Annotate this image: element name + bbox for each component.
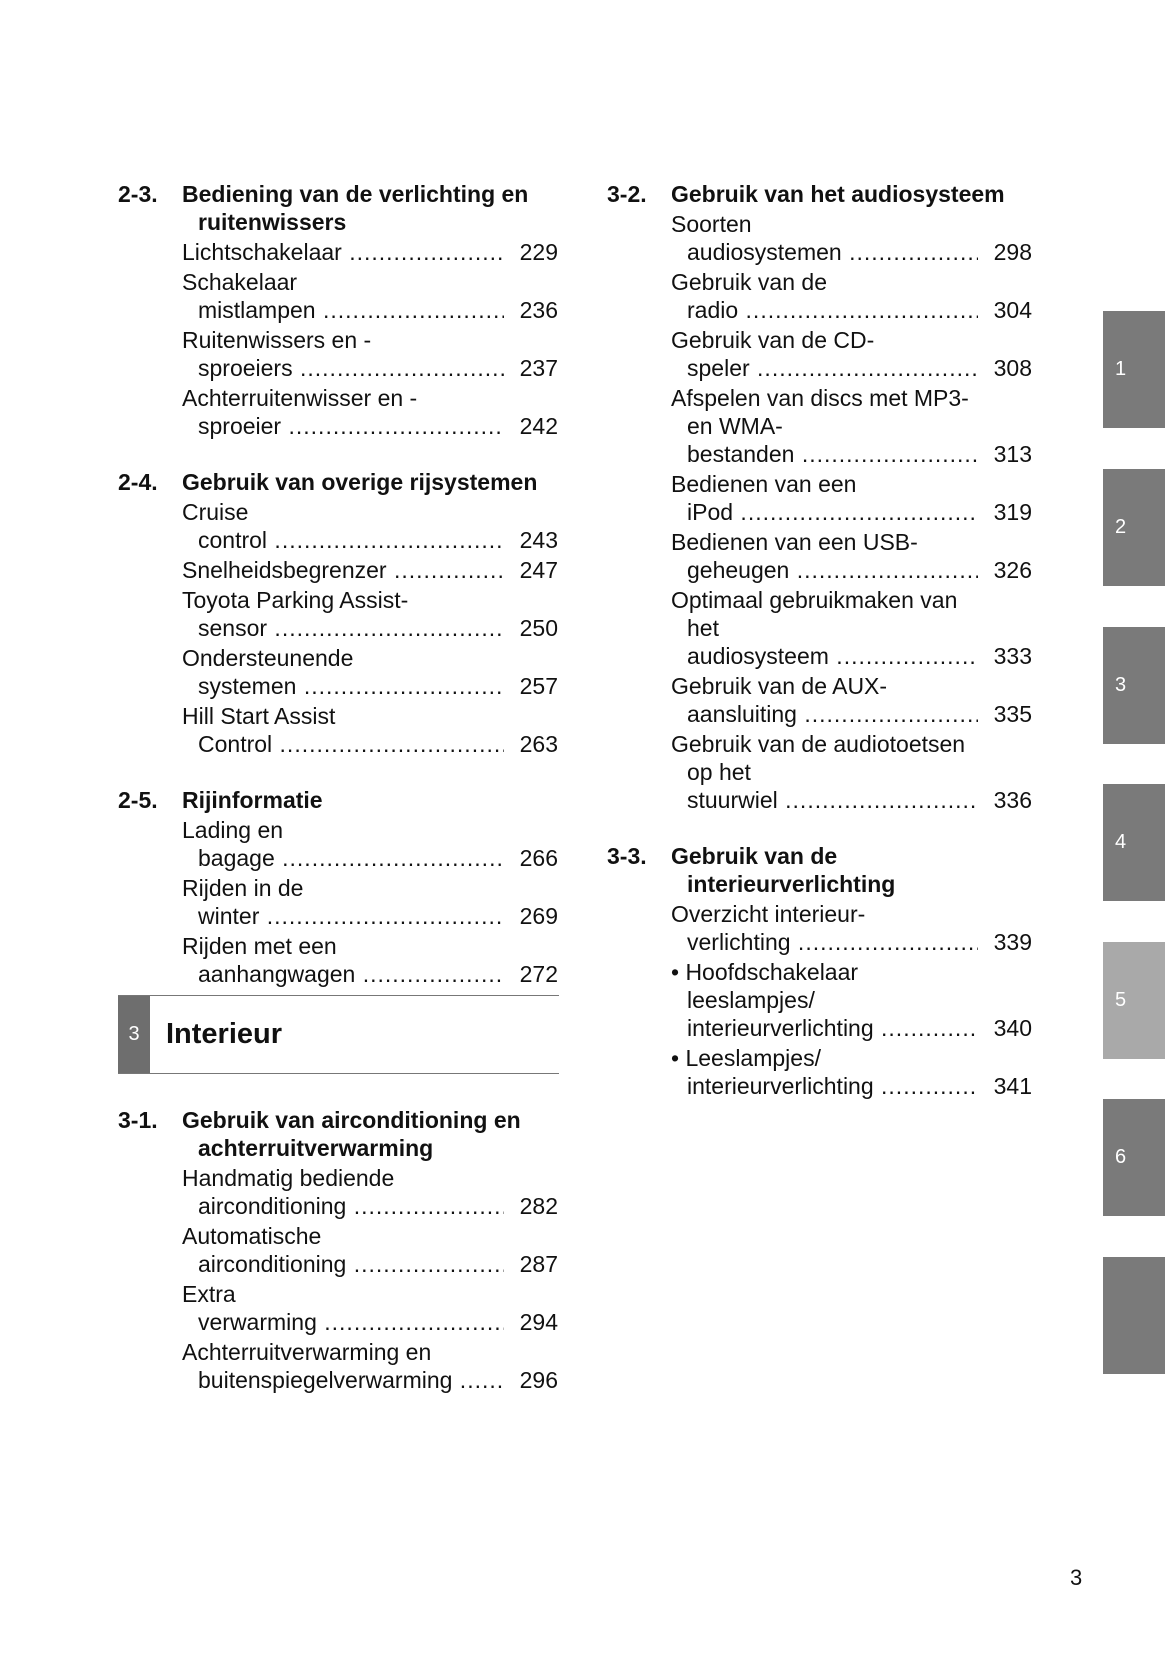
entry-page-number: 242 bbox=[519, 413, 558, 439]
toc-entry[interactable] bbox=[182, 874, 558, 930]
toc-entry[interactable] bbox=[182, 1222, 558, 1278]
entry-page-number: 272 bbox=[519, 961, 558, 987]
toc-section bbox=[118, 786, 558, 988]
section-title[interactable]: Gebruik van airconditioning en achterruitverwarming bbox=[182, 1107, 521, 1161]
toc-entry[interactable] bbox=[182, 238, 558, 266]
toc-entry[interactable] bbox=[182, 1164, 558, 1220]
section-heading bbox=[118, 1106, 558, 1162]
toc-entry[interactable] bbox=[182, 586, 558, 642]
toc-entry[interactable] bbox=[182, 644, 558, 700]
section-number: 3-3. bbox=[607, 843, 647, 869]
toc-entry[interactable] bbox=[182, 932, 558, 988]
section-heading bbox=[607, 842, 1032, 898]
toc-entry[interactable] bbox=[182, 1280, 558, 1336]
entry-page-number: 341 bbox=[993, 1073, 1032, 1099]
section-heading bbox=[118, 180, 558, 236]
chapter-tab[interactable]: 6 bbox=[1103, 1099, 1165, 1216]
entry-page-number: 287 bbox=[519, 1251, 558, 1277]
entry-title[interactable]: Overzicht interieur-verlichting ..... bbox=[671, 900, 978, 956]
entry-page-number: 266 bbox=[519, 845, 558, 871]
chapter-tab[interactable]: 2 bbox=[1103, 469, 1165, 586]
entry-title[interactable]: • Leeslampjes/ interieurverlichting ..... bbox=[671, 1044, 978, 1100]
section-heading bbox=[118, 468, 558, 496]
entry-page-number: 294 bbox=[519, 1309, 558, 1335]
entry-page-number: 313 bbox=[993, 441, 1032, 467]
entry-title[interactable]: Gebruik van de radio ..... bbox=[671, 268, 978, 324]
entry-title[interactable]: Afspelen van discs met MP3- en WMA-bestanden ..... bbox=[671, 384, 978, 468]
entry-page-number: 335 bbox=[993, 701, 1032, 727]
entry-page-number: 282 bbox=[519, 1193, 558, 1219]
entry-page-number: 247 bbox=[519, 557, 558, 583]
section-number: 3-1. bbox=[118, 1107, 158, 1133]
section-number: 3-2. bbox=[607, 181, 647, 207]
entry-title[interactable]: Rijden met een aanhangwagen ..... bbox=[182, 932, 504, 988]
chapter-tab[interactable]: 4 bbox=[1103, 784, 1165, 901]
entry-title[interactable]: Optimaal gebruikmaken van het audiosysteem ..... bbox=[671, 586, 978, 670]
toc-section bbox=[118, 468, 558, 758]
toc-entry[interactable] bbox=[182, 702, 558, 758]
entry-title[interactable]: Gebruik van de AUX-aansluiting ..... bbox=[671, 672, 978, 728]
entry-title[interactable]: Toyota Parking Assist-sensor ..... bbox=[182, 586, 504, 642]
entry-page-number: 243 bbox=[519, 527, 558, 553]
entry-page-number: 339 bbox=[993, 929, 1032, 955]
chapter-tab[interactable]: 1 bbox=[1103, 311, 1165, 428]
section-number: 2-4. bbox=[118, 469, 158, 495]
entry-title[interactable]: Snelheidsbegrenzer ..... bbox=[182, 556, 504, 584]
toc-entry[interactable] bbox=[671, 1044, 1032, 1100]
toc-column-left bbox=[118, 180, 558, 1016]
section-title[interactable]: Rijinformatie bbox=[182, 787, 323, 813]
entry-page-number: 269 bbox=[519, 903, 558, 929]
chapter-title: Interieur bbox=[166, 1018, 283, 1050]
toc-entry[interactable] bbox=[671, 528, 1032, 584]
entry-page-number: 340 bbox=[993, 1015, 1032, 1041]
toc-entry[interactable] bbox=[671, 384, 1032, 468]
toc-entry[interactable] bbox=[671, 470, 1032, 526]
toc-entry[interactable] bbox=[182, 384, 558, 440]
toc-section bbox=[118, 1106, 558, 1394]
section-title[interactable]: Gebruik van het audiosysteem bbox=[671, 181, 1005, 207]
entry-page-number: 308 bbox=[993, 355, 1032, 381]
entry-title[interactable]: Gebruik van de audiotoetsen op het stuurwiel ..... bbox=[671, 730, 978, 814]
entry-page-number: 319 bbox=[993, 499, 1032, 525]
entry-title[interactable]: Bedienen van een iPod ..... bbox=[671, 470, 978, 526]
entry-page-number: 336 bbox=[993, 787, 1032, 813]
toc-entry[interactable] bbox=[671, 958, 1032, 1042]
toc-entry[interactable] bbox=[671, 672, 1032, 728]
page-number: 3 bbox=[1070, 1565, 1083, 1590]
toc-column-left-lower bbox=[118, 1106, 558, 1422]
entry-title[interactable]: Lading en bagage ..... bbox=[182, 816, 504, 872]
section-heading bbox=[118, 786, 558, 814]
entry-title[interactable]: Automatische airconditioning ..... bbox=[182, 1222, 504, 1278]
entry-title[interactable]: Cruise control ..... bbox=[182, 498, 504, 554]
entry-title[interactable]: Soorten audiosystemen ..... bbox=[671, 210, 978, 266]
entry-title[interactable]: Lichtschakelaar ..... bbox=[182, 238, 504, 266]
entry-title[interactable]: Handmatig bediende airconditioning ..... bbox=[182, 1164, 504, 1220]
section-number: 2-5. bbox=[118, 787, 158, 813]
entry-title[interactable]: Ondersteunende systemen ..... bbox=[182, 644, 504, 700]
toc-column-right bbox=[607, 180, 1032, 1128]
entry-title[interactable]: Ruitenwissers en -sproeiers ..... bbox=[182, 326, 504, 382]
entry-title[interactable]: Achterruitenwisser en -sproeier ..... bbox=[182, 384, 504, 440]
toc-entry[interactable] bbox=[182, 326, 558, 382]
entry-title[interactable]: Gebruik van de CD-speler ..... bbox=[671, 326, 978, 382]
chapter-tab[interactable]: 3 bbox=[1103, 627, 1165, 744]
section-heading bbox=[607, 180, 1032, 208]
entry-page-number: 296 bbox=[519, 1367, 558, 1393]
entry-page-number: 326 bbox=[993, 557, 1032, 583]
section-number: 2-3. bbox=[118, 181, 158, 207]
entry-page-number: 250 bbox=[519, 615, 558, 641]
entry-title[interactable]: Extra verwarming ..... bbox=[182, 1280, 504, 1336]
toc-entry[interactable] bbox=[671, 268, 1032, 324]
chapter-tab[interactable] bbox=[1103, 1257, 1165, 1374]
toc-entry[interactable] bbox=[182, 816, 558, 872]
entry-title[interactable]: Achterruitverwarming en buitenspiegelverwarming ..... bbox=[182, 1338, 504, 1394]
entry-title[interactable]: Schakelaar mistlampen ..... bbox=[182, 268, 504, 324]
toc-entry[interactable] bbox=[182, 1338, 558, 1394]
toc-entry[interactable] bbox=[671, 210, 1032, 266]
section-title[interactable]: Gebruik van overige rijsystemen bbox=[182, 469, 538, 495]
entry-title[interactable]: Bedienen van een USB-geheugen ..... bbox=[671, 528, 978, 584]
toc-entry[interactable] bbox=[671, 900, 1032, 956]
entry-page-number: 333 bbox=[993, 643, 1032, 669]
toc-section bbox=[607, 842, 1032, 1100]
entry-page-number: 263 bbox=[519, 731, 558, 757]
chapter-tab[interactable]: 5 bbox=[1103, 942, 1165, 1059]
entry-page-number: 237 bbox=[519, 355, 558, 381]
toc-entry[interactable] bbox=[182, 498, 558, 554]
chapter-banner bbox=[118, 995, 559, 1074]
entry-page-number: 257 bbox=[519, 673, 558, 699]
toc-entry[interactable] bbox=[182, 268, 558, 324]
entry-page-number: 236 bbox=[519, 297, 558, 323]
toc-section bbox=[118, 180, 558, 440]
toc-entry[interactable] bbox=[671, 730, 1032, 814]
entry-page-number: 229 bbox=[519, 239, 558, 265]
entry-title[interactable]: Hill Start Assist Control ..... bbox=[182, 702, 504, 758]
entry-title[interactable]: • Hoofdschakelaar leeslampjes/ interieurverlichting ..... bbox=[671, 958, 978, 1042]
section-title[interactable]: Bediening van de verlichting en ruitenwissers bbox=[182, 181, 529, 235]
toc-section bbox=[607, 180, 1032, 814]
section-title[interactable]: Gebruik van de interieurverlichting bbox=[671, 843, 896, 897]
entry-page-number: 304 bbox=[993, 297, 1032, 323]
entry-page-number: 298 bbox=[993, 239, 1032, 265]
toc-entry[interactable] bbox=[671, 586, 1032, 670]
toc-entry[interactable] bbox=[182, 556, 558, 584]
chapter-number: 3 bbox=[118, 996, 150, 1073]
entry-title[interactable]: Rijden in de winter ..... bbox=[182, 874, 504, 930]
toc-entry[interactable] bbox=[671, 326, 1032, 382]
